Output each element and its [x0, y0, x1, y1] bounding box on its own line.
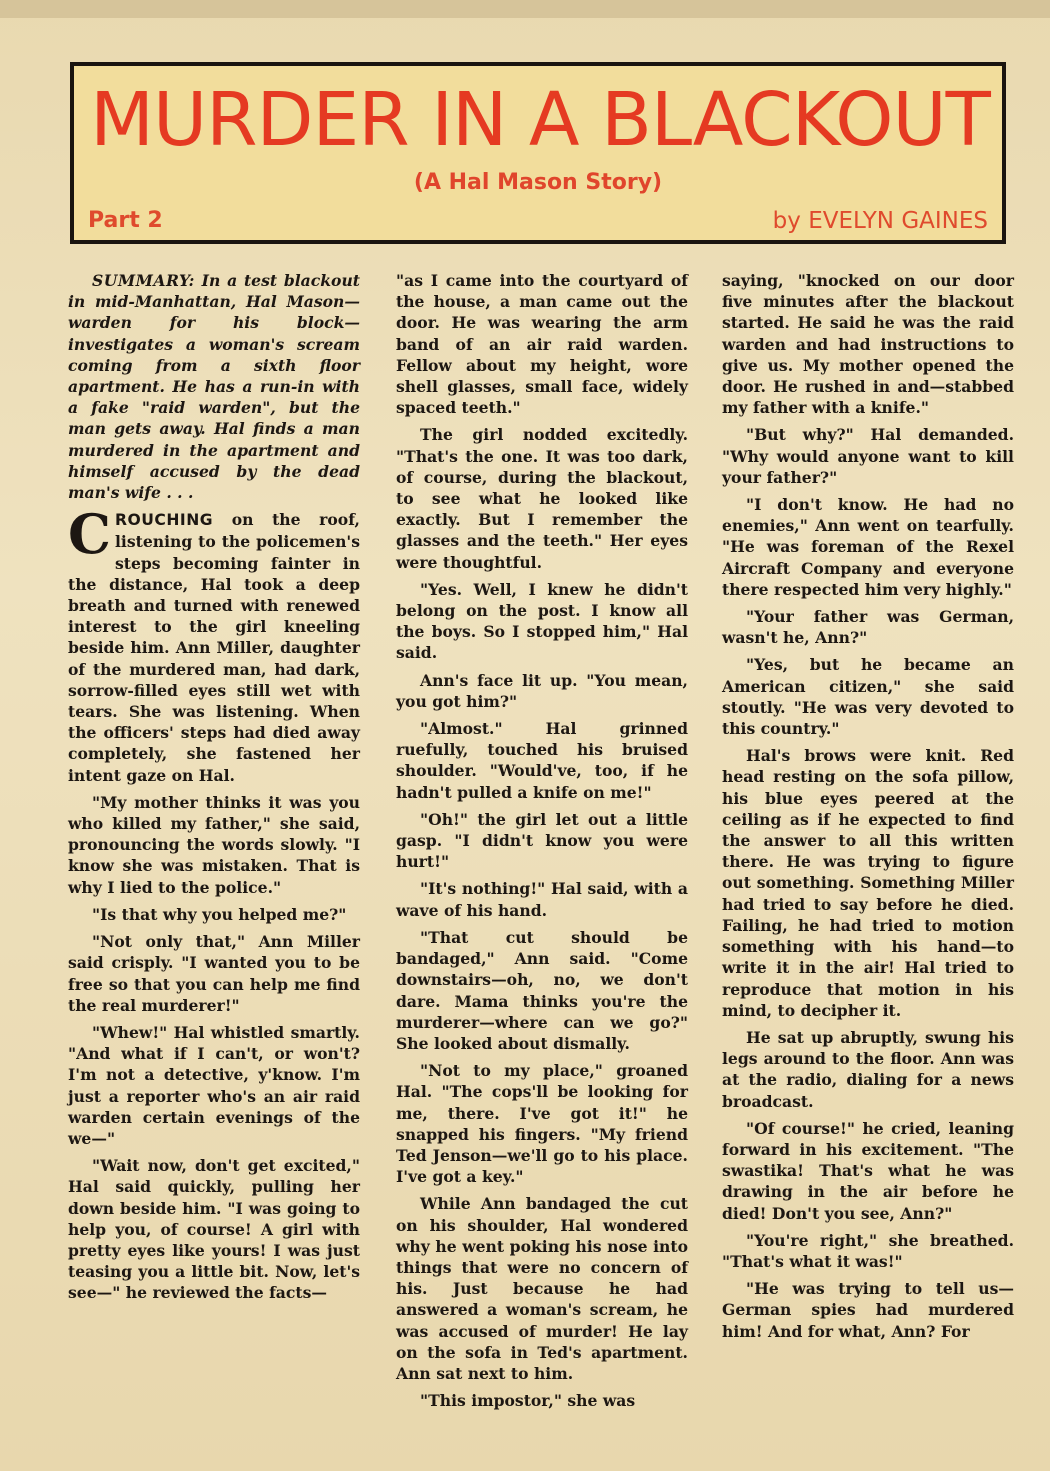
paragraph: Hal's brows were knit. Red head resting on the sofa pillow, his blue eyes peered at the ceiling as if he expected to find the answer to all this written there. He was trying to figure out something. Something Miller had tried to say before he died. Failing, he had tried to motion something with his hand—to write it in the air! Hal tried to reproduce that motion in his mind, to decipher it.	[722, 746, 1014, 1020]
paragraph: "This impostor," she was	[420, 1391, 636, 1411]
text-column-3	[722, 270, 1014, 1400]
story-header	[70, 62, 1006, 244]
paragraph: "Wait now, don't get excited," Hal said quickly, pulling her down beside him. "I was going to help you, of course! A girl with pretty eyes like yours! I was just teasing you a little bit. Now, let's see—" he reviewed the facts—	[68, 1156, 360, 1303]
author-byline: by EVELYN GAINES	[772, 208, 988, 234]
paragraph: The girl nodded excitedly. "That's the one. It was too dark, of course, during the blackout, to see what he looked like exactly. But I remember the glasses and the teeth." Her eyes were thoughtful.	[396, 425, 688, 572]
opening-paragraph	[68, 502, 360, 786]
part-label: Part 2	[88, 208, 163, 233]
paragraph: "My mother thinks it was you who killed my father," she said, pronouncing the words slowly. "I know she was mistaken. That is why I lied to the police."	[68, 792, 360, 897]
paragraph: "Whew!" Hal whistled smartly. "And what if I can't, or won't? I'm not a detective, y'know. I'm just a reporter who's an air raid warden certain evenings of the we—"	[68, 1022, 360, 1148]
paragraph: "Of course!" he cried, leaning forward in his excitement. "The swastika! That's what he was drawing in the air before he died! Don't you see, Ann?"	[722, 1118, 1014, 1223]
summary-text: In a test blackout in mid-Manhattan, Hal Mason—warden for his block—investigates a woman's scream coming from a sixth floor apartment. He has a run-in with a fake "raid warden", but the man gets away. Hal finds a man murdered in the apartment and himself accused by the dead man's wife . . .	[68, 271, 360, 503]
text-column-1	[68, 270, 360, 1400]
summary-lead: SUMMARY:	[92, 271, 195, 290]
continued-paragraph: "as I came into the courtyard of the house, a man came out the door. He was wearing the arm band of an air raid warden. Fellow about my height, wore shell glasses, small face, widely spaced teeth."	[396, 271, 688, 418]
summary-paragraph	[68, 270, 360, 503]
paragraph: "Not to my place," groaned Hal. "The cops'll be looking for me, there. I've got it!" he snapped his fingers. "My friend Ted Jenson—we'll go to his place. I've got a key."	[396, 1061, 688, 1187]
paragraph: "Yes. Well, I knew he didn't belong on the post. I know all the boys. So I stopped him," Hal said.	[396, 579, 688, 663]
text-column-2	[396, 270, 688, 1411]
paragraph: "Oh!" the girl let out a little gasp. "I didn't know you were hurt!"	[396, 809, 688, 872]
paragraph: Ann's face lit up. "You mean, you got him?"	[396, 670, 688, 711]
paragraph: "But why?" Hal demanded. "Why would anyone want to kill your father?"	[722, 425, 1014, 487]
top-edge-strip	[0, 0, 1050, 18]
opening-word: ROUCHING	[114, 511, 214, 530]
paragraph: "He was trying to tell us—German spies had murdered him! And for what, Ann? For	[722, 1279, 1014, 1341]
paragraph: "It's nothing!" Hal said, with a wave of his hand.	[396, 879, 688, 920]
paragraph: "Your father was German, wasn't he, Ann?"	[722, 607, 1014, 648]
paragraph: "I don't know. He had no enemies," Ann went on tearfully. "He was foreman of the Rexel Aircraft Company and everyone there respected him very highly."	[722, 495, 1014, 599]
paragraph: "That cut should be bandaged," Ann said. "Come downstairs—oh, no, we don't dare. Mama thinks you're the murderer—where can we go?" She looked about dismally.	[396, 927, 688, 1053]
paragraph: "Almost." Hal grinned ruefully, touched his bruised shoulder. "Would've, too, if he hadn't pulled a knife on me!"	[396, 719, 688, 802]
story-subtitle: (A Hal Mason Story)	[413, 170, 663, 195]
story-title: MURDER IN A BLACKOUT	[90, 77, 990, 163]
paragraph: "Not only that," Ann Miller said crisply. "I wanted you to be free so that you can help me find the real murderer!"	[68, 932, 360, 1015]
paragraph: While Ann bandaged the cut on his shoulder, Hal wondered why he went poking his nose into things that were no concern of his. Just because he had answered a woman's scream, he was accused of murder! He lay on the sofa in Ted's apartment. Ann sat next to him.	[396, 1194, 688, 1383]
opening-text: on the roof, listening to the policemen's steps becoming fainter in the distance, Hal took a deep breath and turned with renewed interest to the girl kneeling beside him. Ann Miller, daughter of the murdered man, had dark, sorrow-filled eyes still wet with tears. She was listening. When the officers' steps had died away completely, she fastened her intent gaze on Hal.	[68, 510, 360, 785]
paragraph: "Is that why you helped me?"	[92, 904, 347, 924]
paragraph: He sat up abruptly, swung his legs around to the floor. Ann was at the radio, dialing for a news broadcast.	[722, 1027, 1014, 1111]
continued-paragraph: saying, "knocked on our door five minutes after the blackout started. He said he was the raid warden and had instructions to give us. My mother opened the door. He rushed in and—stabbed my father with a knife."	[722, 271, 1014, 418]
paragraph: "You're right," she breathed. "That's what it was!"	[722, 1230, 1014, 1271]
drop-cap: C	[68, 502, 111, 567]
paragraph: "Yes, but he became an American citizen," she said stoutly. "He was very devoted to this country."	[722, 655, 1014, 739]
